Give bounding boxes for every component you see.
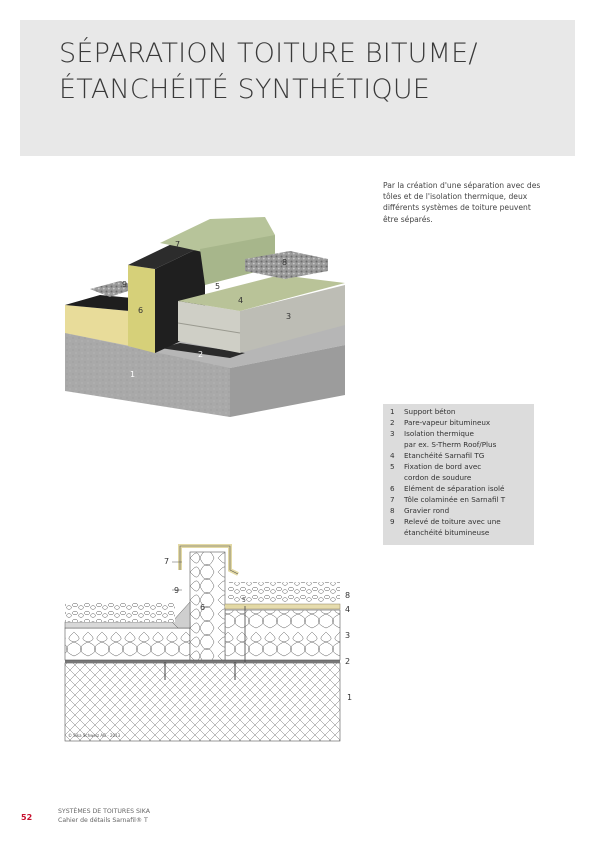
render-label-9: 9 [122, 280, 128, 289]
page-title-line-1: SÉPARATION TOITURE BITUME/ [59, 38, 478, 69]
legend-text: Relevé de toiture avec une [404, 517, 501, 526]
intro-paragraph [383, 180, 543, 225]
page-title-line-2: ÉTANCHÉITÉ SYNTHÉTIQUE [59, 74, 431, 105]
legend-number: 1 [390, 407, 395, 416]
page-title [59, 36, 478, 108]
legend-text: Gravier rond [404, 506, 450, 515]
legend-text: par ex. S-Therm Roof/Plus [404, 440, 497, 449]
legend-number: 4 [390, 451, 395, 460]
section-label-5: 5 [242, 597, 246, 604]
legend-text: cordon de soudure [404, 473, 472, 482]
legend-number: 5 [390, 462, 395, 471]
legend-number: 2 [390, 418, 395, 427]
legend-number: 8 [390, 506, 395, 515]
section-label-1: 1 [347, 693, 353, 702]
section-insulation-right [225, 610, 340, 660]
section-concrete [65, 663, 340, 741]
section-copyright: © Sika Schweiz AG · 2013 [68, 733, 121, 738]
roof-3d-rendering [60, 205, 350, 425]
render-label-7: 7 [175, 240, 181, 249]
render-label-8: 8 [282, 258, 288, 267]
section-label-6: 6 [200, 603, 206, 612]
legend-text: Isolation thermique [404, 429, 474, 438]
render-label-5: 5 [215, 282, 221, 291]
section-label-7: 7 [164, 557, 170, 566]
render-label-3: 3 [286, 312, 292, 321]
intro-line-4: être séparés. [383, 214, 433, 224]
legend-text: Fixation de bord avec [404, 462, 482, 471]
legend-text: Elément de séparation isolé [404, 484, 505, 493]
legend-text: Support béton [404, 407, 456, 416]
section-insulation-left [65, 628, 190, 660]
legend-number: 3 [390, 429, 395, 438]
legend-number: 6 [390, 484, 395, 493]
section-label-9: 9 [174, 586, 180, 595]
section-label-4: 4 [345, 605, 351, 614]
footer-series-title: SYSTÈMES DE TOITURES SIKA [58, 808, 150, 815]
cross-section-drawing [60, 530, 360, 745]
section-label-2: 2 [345, 657, 351, 666]
legend-text: Pare-vapeur bitumineux [404, 418, 491, 427]
footer-document-title: Cahier de détails Sarnafil® T [58, 817, 148, 824]
legend-text: étanchéité bitumineuse [404, 528, 490, 537]
intro-line-1: Par la création d'une séparation avec des [383, 181, 541, 190]
section-label-3: 3 [345, 631, 351, 640]
section-vapour-barrier [65, 660, 340, 663]
render-label-4: 4 [238, 296, 244, 305]
legend-text: Etanchéité Sarnafil TG [404, 451, 485, 460]
legend-box [383, 404, 534, 545]
render-label-1: 1 [130, 370, 136, 379]
legend-number: 7 [390, 495, 395, 504]
header-band [20, 20, 575, 156]
section-separation-element [190, 552, 225, 660]
render-label-6: 6 [138, 306, 144, 315]
legend-number: 9 [390, 517, 395, 526]
section-label-8: 8 [345, 591, 351, 600]
section-gravel-left [65, 603, 175, 622]
intro-line-2: tôles et de l'isolation thermique, deux [383, 192, 528, 202]
legend-text: Tôle colaminée en Sarnafil T [404, 495, 506, 504]
section-bitumen-layer [65, 622, 190, 628]
render-label-2: 2 [198, 350, 204, 359]
page-number: 52 [21, 813, 33, 822]
intro-line-3: différents systèmes de toiture peuvent [383, 203, 531, 213]
